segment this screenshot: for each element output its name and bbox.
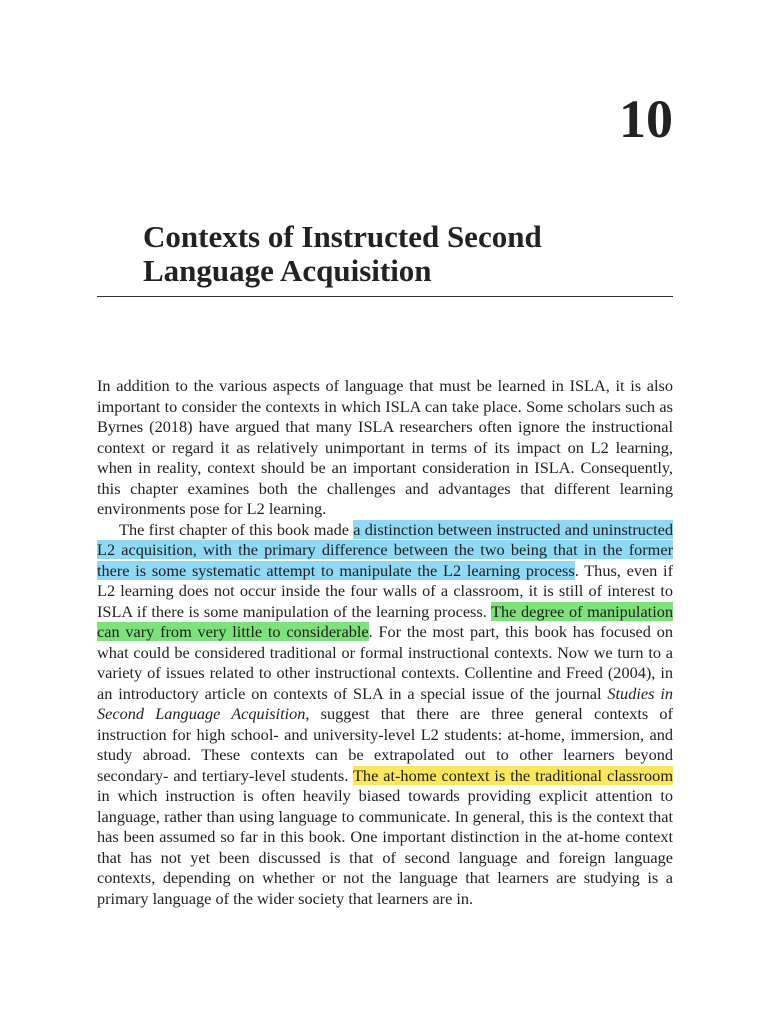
paragraph-text: The first chapter of this book made [119, 519, 354, 539]
chapter-number: 10 [619, 89, 673, 149]
highlight-green[interactable]: The degree of manipulation can vary from very little to considerable [97, 601, 673, 641]
chapter-title: Contexts of Instructed Second Language Acquisition [143, 219, 542, 288]
title-divider [97, 296, 673, 297]
paragraph-text: . Thus, even if L2 learning does not occur inside the four walls of a classroom, it is still of interest to ISLA if there is some manipulation of the learning process. [97, 560, 673, 621]
paragraph-text: , suggest that there are three general contexts of instruction for high school- and university-level L2 students: at-home, immersion, and study abroad. These contexts can be extrapolated out to other learners beyond secondary- and tertiary-level students. [97, 704, 673, 785]
highlight-yellow[interactable]: The at-home context is the traditional classroom [352, 765, 673, 785]
highlight-blue[interactable]: a distinction between instructed and uninstructed L2 acquisition, with the primary difference between the two being that in the former there is some systematic attempt to manipulate the L2 learning process [97, 519, 674, 580]
paragraph-text: in which instruction is often heavily biased towards providing explicit attention to language, rather than using language to communicate. In general, this is the context that has been assumed so far in this book. One important distinction in the at-home context that has not yet been discussed is that of second language and foreign language contexts, depending on whether or not the language that learners are studying is a primary language of the wider society that learners are in. [97, 786, 673, 908]
journal-title: Studies in Second Language Acquisition [97, 683, 673, 723]
paragraph-contexts [97, 520, 673, 910]
paragraph-intro: In addition to the various aspects of language that must be learned in ISLA, it is also important to consider the contexts in which ISLA can take place. Some scholars such as Byrnes (2018) have argued that many ISLA researchers often ignore the instructional context or regard it as relatively unimportant in terms of its impact on L2 learning, when in reality, context should be an important consideration in ISLA. Consequently, this chapter examines both the challenges and advantages that different learning environments pose for L2 learning. [97, 376, 673, 518]
paragraph-text: . For the most part, this book has focused on what could be considered traditional or formal instructional contexts. Now we turn to a variety of issues related to other instructional contexts. Collentine and Freed (2004), in an introductory article on contexts of SLA in a special issue of the journal [97, 622, 673, 703]
chapter-body [97, 376, 673, 909]
